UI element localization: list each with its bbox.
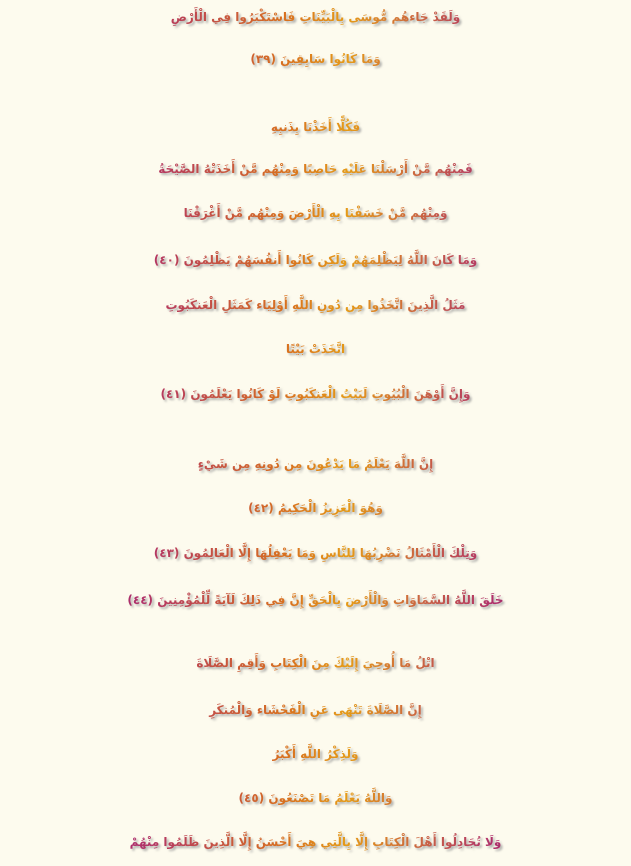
verse-line: وَاللَّهُ يَعْلَمُ مَا تَصْنَعُونَ (٤٥) [0,785,631,811]
verse-line: وَتِلْكَ الْأَمْثَالُ نَضْرِبُهَا لِلنَّاسِ وَمَا يَعْقِلُهَا إِلَّا الْعَالِمُونَ (٤٣) [0,540,631,566]
verse-line: وَمِنْهُم مَّنْ خَسَفْنَا بِهِ الْأَرْضَ وَمِنْهُم مَّنْ أَغْرَقْنَا [0,200,631,226]
verse-line: وَلَقَدْ جَاءهُم مُّوسَى بِالْبَيِّنَاتِ فَاسْتَكْبَرُوا فِي الْأَرْضِ [0,4,631,30]
verse-line: اتْلُ مَا أُوحِيَ إِلَيْكَ مِنَ الْكِتَابِ وَأَقِمِ الصَّلَاةَ [0,650,631,676]
verse-line: إِنَّ اللَّهَ يَعْلَمُ مَا يَدْعُونَ مِن دُونِهِ مِن شَيْءٍ [0,451,631,477]
verse-line: اتَّخَذَتْ بَيْتًا [0,336,631,362]
verse-line: وَمَا كَانَ اللَّهُ لِيَظْلِمَهُمْ وَلَكِن كَانُوا أَنفُسَهُمْ يَظْلِمُونَ (٤٠) [0,247,631,273]
verse-line: وَلَذِكْرُ اللَّهِ أَكْبَرُ [0,741,631,767]
verse-line: وَلَا تُجَادِلُوا أَهْلَ الْكِتَابِ إِلَّا بِالَّتِي هِيَ أَحْسَنُ إِلَّا الَّذِينَ ظَلَمُوا مِنْهُمْ [0,829,631,855]
verse-line: وَهُوَ الْعَزِيزُ الْحَكِيمُ (٤٢) [0,495,631,521]
verse-line: خَلَقَ اللَّهُ السَّمَاوَاتِ وَالْأَرْضَ بِالْحَقِّ إِنَّ فِي ذَلِكَ لَآيَةً لِّلْمُؤْمِنِينَ (٤٤) [0,587,631,613]
verse-line: إِنَّ الصَّلَاةَ تَنْهَى عَنِ الْفَحْشَاء وَالْمُنكَرِ [0,697,631,723]
verse-line: مَثَلُ الَّذِينَ اتَّخَذُوا مِن دُونِ اللَّهِ أَوْلِيَاء كَمَثَلِ الْعَنكَبُوتِ [0,292,631,318]
verse-line: وَمَا كَانُوا سَابِقِينَ (٣٩) [0,46,631,72]
verse-line: فَمِنْهُم مَّنْ أَرْسَلْنَا عَلَيْهِ حَاصِبًا وَمِنْهُم مَّنْ أَخَذَتْهُ الصَّيْحَةُ [0,156,631,182]
verse-line: فَكُلًّا أَخَذْنَا بِذَنبِهِ [0,114,631,140]
verse-line: وَإِنَّ أَوْهَنَ الْبُيُوتِ لَبَيْتُ الْعَنكَبُوتِ لَوْ كَانُوا يَعْلَمُونَ (٤١) [0,381,631,407]
